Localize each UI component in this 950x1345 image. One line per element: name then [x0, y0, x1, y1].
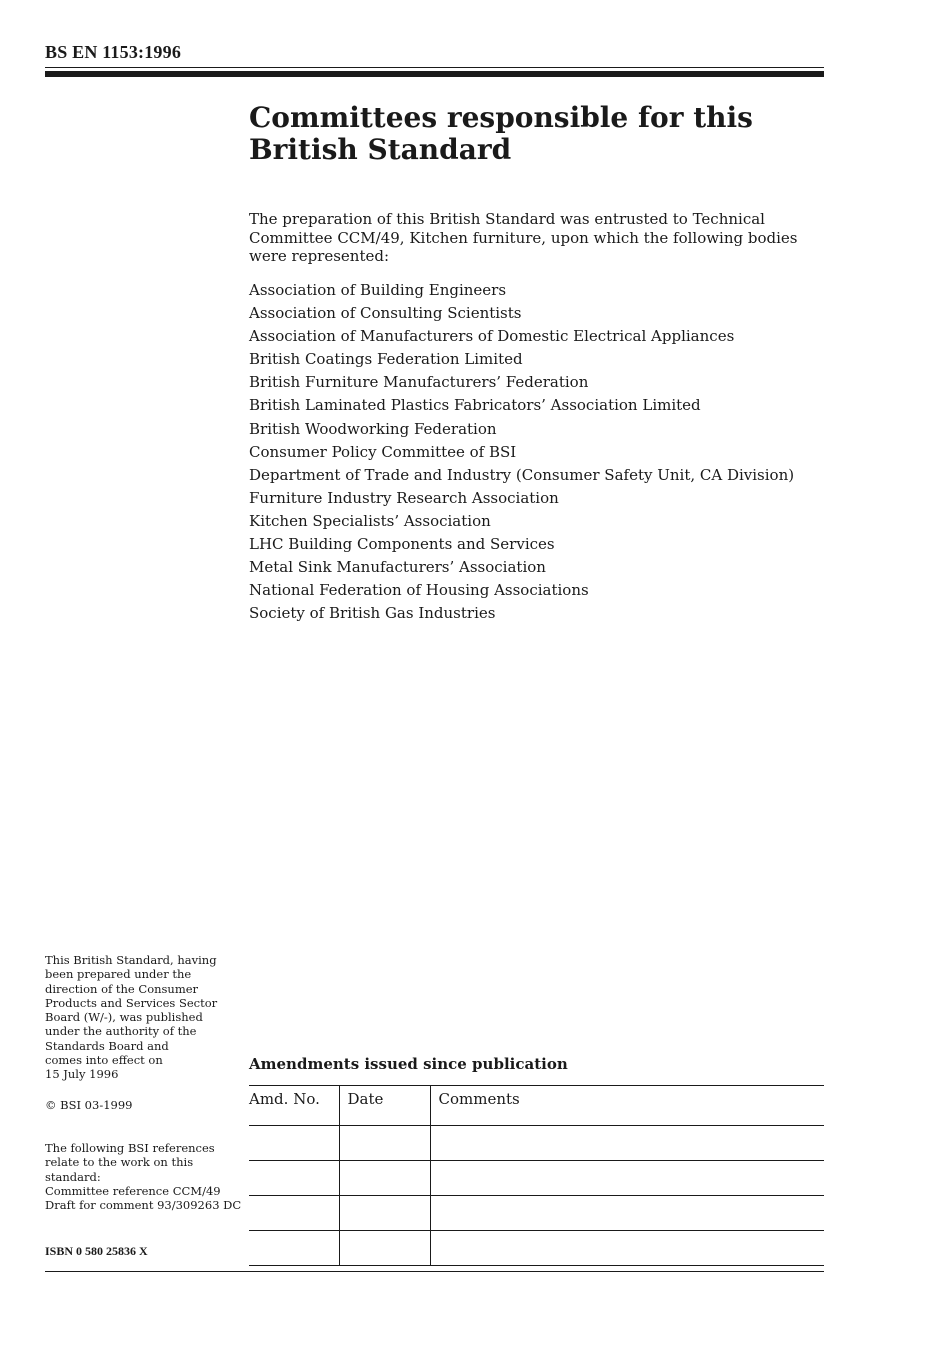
publication-note-line: 15 July 1996 [45, 1067, 119, 1082]
table-cell [339, 1161, 430, 1196]
bsi-references-line: Draft for comment 93/309263 DC [45, 1198, 242, 1213]
title-line-1: Committees responsible for this [249, 101, 753, 134]
amendments-table [249, 1085, 824, 1266]
publication-note-line: Products and Services Sector [45, 995, 218, 1010]
header-rule-thin [45, 67, 824, 68]
intro-paragraph: The preparation of this British Standard was entrusted to Technical Committee CCM/49, Kitchen furniture, upon which the following bodies were represented: [249, 210, 798, 265]
list-item: British Laminated Plastics Fabricators’ Association Limited [249, 396, 701, 415]
publication-note-line: been prepared under the [45, 967, 192, 982]
column-header-comments: Comments [430, 1086, 824, 1126]
table-cell [249, 1161, 339, 1196]
list-item: Association of Consulting Scientists [249, 304, 522, 323]
table-row [249, 1196, 824, 1231]
table-cell [430, 1196, 824, 1231]
list-item: Consumer Policy Committee of BSI [249, 442, 517, 461]
list-item: Society of British Gas Industries [249, 604, 496, 623]
bsi-references-line: The following BSI references [45, 1141, 215, 1155]
publication-note-line: This British Standard, having [45, 953, 217, 967]
publication-note-line: Board (W/-), was published [45, 1010, 203, 1025]
table-cell [430, 1231, 824, 1266]
list-item: Association of Building Engineers [249, 281, 507, 299]
table-cell [339, 1231, 430, 1266]
column-header-amd-no: Amd. No. [249, 1086, 339, 1126]
table-cell [430, 1126, 824, 1161]
page-title [249, 102, 809, 166]
table-cell [249, 1231, 339, 1266]
table-cell [430, 1161, 824, 1196]
list-item: Kitchen Specialists’ Association [249, 511, 491, 530]
bsi-references [45, 1141, 245, 1212]
list-item: British Coatings Federation Limited [249, 350, 523, 369]
header-rule-thick [45, 71, 824, 77]
list-item: LHC Building Components and Services [249, 535, 555, 554]
isbn: ISBN 0 580 25836 X [45, 1244, 148, 1258]
table-row [249, 1231, 824, 1266]
document-code: BS EN 1153:1996 [45, 42, 182, 62]
list-item: Association of Manufacturers of Domestic Electrical Appliances [249, 327, 735, 346]
table-cell [249, 1126, 339, 1161]
table-header-row [249, 1086, 824, 1126]
publication-note-line: Standards Board and [45, 1038, 169, 1053]
publication-note [45, 953, 245, 1082]
list-item: British Woodworking Federation [249, 419, 497, 438]
represented-bodies-list [249, 281, 794, 627]
bsi-references-line: relate to the work on this [45, 1155, 194, 1170]
column-header-date: Date [339, 1086, 430, 1126]
bsi-references-line: standard: [45, 1169, 101, 1184]
amendments-heading: Amendments issued since publication [249, 1055, 568, 1073]
list-item: Furniture Industry Research Association [249, 488, 559, 507]
publication-note-line: under the authority of the [45, 1024, 197, 1039]
publication-note-line: comes into effect on [45, 1053, 163, 1068]
list-item: British Furniture Manufacturers’ Federation [249, 373, 589, 392]
table-row [249, 1161, 824, 1196]
footer-rule [45, 1271, 824, 1272]
list-item: National Federation of Housing Associations [249, 581, 589, 600]
title-line-2: British Standard [249, 133, 512, 166]
copyright-note: © BSI 03-1999 [45, 1098, 133, 1112]
table-cell [339, 1126, 430, 1161]
table-cell [339, 1196, 430, 1231]
bsi-references-line: Committee reference CCM/49 [45, 1183, 221, 1198]
table-cell [249, 1196, 339, 1231]
list-item: Department of Trade and Industry (Consumer Safety Unit, CA Division) [249, 465, 795, 484]
table-row [249, 1126, 824, 1161]
publication-note-line: direction of the Consumer [45, 981, 199, 996]
list-item: Metal Sink Manufacturers’ Association [249, 558, 546, 577]
